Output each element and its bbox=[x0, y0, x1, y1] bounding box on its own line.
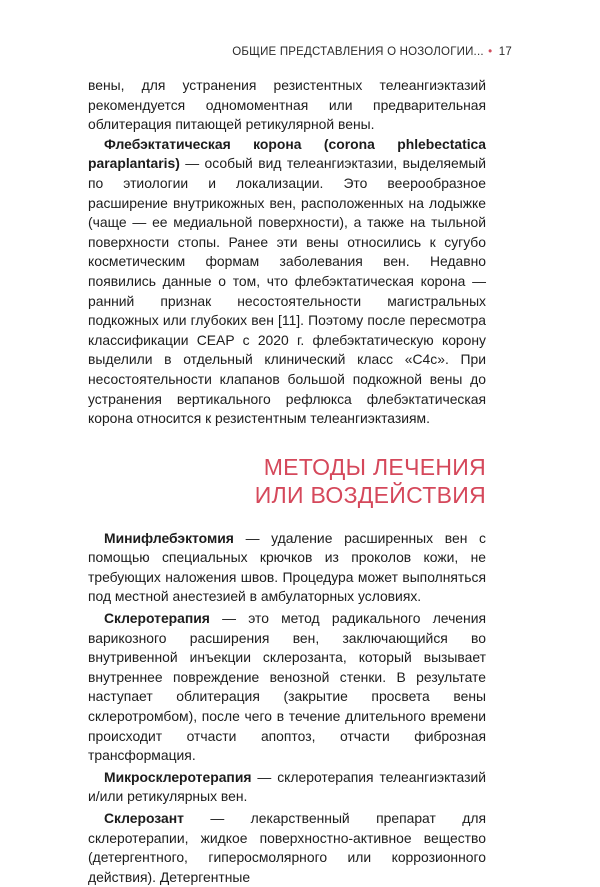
corona-text: — особый вид телеангиэктазии, выделяемый по этиологии и локализации. Это веерообразное расширение внутрикожных вен, расположенных на лодыжке (чаще — ее медиальной поверхности), а также на тыльной поверхности стопы. Ранее эти вены относились к сугубо косметическим формам заболевания вен. Недавно появились данные о том, что флебэктатическая корона — ранний признак несостоятельности магистральных подкожных или глубоких вен [11]. Поэтому после пересмотра классификации CEAP с 2020 г. флебэктатическую корону выделили в отдельный клинический класс «C4c». При несостоятельности клапанов большой подкожной вены до устранения вертикального рефлюкса флебэктатическая корона относится к резистентным телеангиэктазиям. bbox=[88, 155, 486, 427]
running-head bbox=[232, 46, 512, 58]
definition-microsclerotherapy bbox=[88, 768, 486, 807]
definition-text: — лекарственный препарат для склеротерапии, жидкое поверхностно-активное вещество (детергентного, гиперосмолярного или коррозионного действия). Детергентные bbox=[88, 810, 486, 885]
running-head-title: ОБЩИЕ ПРЕДСТАВЛЕНИЯ О НОЗОЛОГИИ... bbox=[232, 46, 484, 58]
definition-miniphlebectomy bbox=[88, 529, 486, 607]
definition-term: Микросклеротерапия bbox=[104, 768, 252, 785]
intro-paragraph: вены, для устранения резистентных телеангиэктазий рекомендуется одномоментная или предварительная облитерация питающей ретикулярной вены. bbox=[88, 77, 486, 133]
page-number: 17 bbox=[498, 46, 512, 58]
section-title bbox=[88, 453, 486, 509]
definition-term: Склеротерапия bbox=[104, 610, 210, 627]
corona-paragraph bbox=[88, 135, 486, 429]
section-title-line-2: ИЛИ ВОЗДЕЙСТВИЯ bbox=[254, 481, 486, 508]
definition-text: — склеротерапия телеангиэктазий и/или ретикулярных вен. bbox=[88, 768, 486, 805]
corona-term: Флебэктатическая корона (corona phlebectatica paraplantaris) bbox=[88, 135, 486, 172]
definition-term: Минифлебэктомия bbox=[104, 529, 234, 546]
section-title-line-1: МЕТОДЫ ЛЕЧЕНИЯ bbox=[263, 453, 486, 480]
definition-sclerosant bbox=[88, 809, 486, 887]
definition-sclerotherapy bbox=[88, 609, 486, 766]
page-body bbox=[88, 76, 486, 887]
definition-term: Склерозант bbox=[104, 810, 184, 826]
running-head-separator: • bbox=[488, 46, 493, 58]
definition-text: — это метод радикального лечения варикозного расширения вен, заключающийся во внутривенной инъекции склерозанта, который вызывает внутреннее повреждение венозной стенки. В результате наступает облитерация (закрытие просвета вены склеротромбом), после чего в течение длительного времени происходит отчасти апоптоз, отчасти фиброзная трансформация. bbox=[88, 610, 486, 764]
definition-text: — удаление расширенных вен с помощью специальных крючков из проколов кожи, не требующих наложения швов. Процедура может выполняться под местной анестезией в амбулаторных условиях. bbox=[88, 529, 486, 605]
